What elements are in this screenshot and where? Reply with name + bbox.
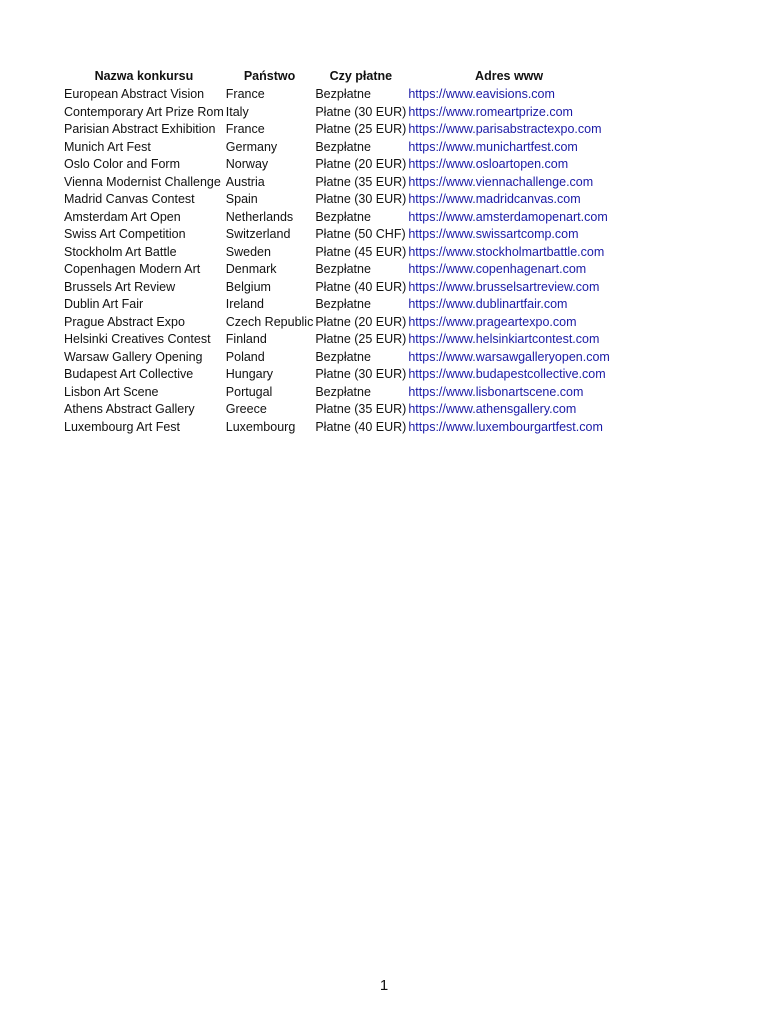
cell-url-link[interactable]: https://www.stockholmartbattle.com [408, 244, 605, 259]
cell-paid: Płatne (25 EUR) [315, 122, 407, 136]
cell-country: France [225, 122, 265, 136]
cell-paid: Płatne (30 EUR) [315, 104, 407, 119]
cell-country: Poland [225, 349, 265, 364]
cell-country: Greece [225, 402, 267, 416]
cell-country: Luxembourg [225, 419, 296, 434]
header-name: Nazwa konkursu [94, 69, 194, 84]
table-row [62, 226, 610, 244]
table-body [62, 86, 610, 436]
cell-country: Norway [225, 157, 269, 171]
table-row [62, 349, 610, 367]
cell-url-link[interactable]: https://www.brusselsartreview.com [408, 279, 600, 294]
cell-country: Italy [225, 104, 249, 119]
table-header-row [62, 68, 610, 86]
cell-paid: Płatne (30 EUR) [315, 367, 407, 381]
cell-paid: Bezpłatne [315, 262, 371, 276]
competitions-table [62, 68, 610, 436]
cell-url-link[interactable]: https://www.madridcanvas.com [408, 192, 581, 206]
cell-name: Madrid Canvas Contest [64, 192, 195, 206]
cell-name: Helsinki Creatives Contest [64, 332, 211, 346]
header-url: Adres www [475, 69, 544, 84]
cell-name: Copenhagen Modern Art [64, 262, 201, 276]
cell-url-link[interactable]: https://www.eavisions.com [408, 87, 555, 101]
cell-url-link[interactable]: https://www.swissartcomp.com [408, 227, 579, 241]
table-row [62, 121, 610, 139]
cell-country: Finland [225, 332, 267, 346]
cell-url-link[interactable]: https://www.romeartprize.com [408, 104, 573, 119]
cell-paid: Bezpłatne [315, 139, 371, 154]
cell-paid: Płatne (50 CHF) [315, 227, 406, 241]
cell-url-link[interactable]: https://www.munichartfest.com [408, 139, 578, 154]
cell-paid: Bezpłatne [315, 349, 371, 364]
cell-url-link[interactable]: https://www.dublinartfair.com [408, 297, 568, 311]
cell-country: Austria [225, 174, 265, 189]
cell-country: Hungary [225, 367, 274, 381]
cell-name: Amsterdam Art Open [64, 209, 181, 224]
cell-name: Budapest Art Collective [64, 367, 194, 381]
table-row [62, 156, 610, 174]
table-row [62, 86, 610, 104]
cell-name: Parisian Abstract Exhibition [64, 122, 216, 136]
cell-country: Portugal [225, 384, 273, 399]
cell-country: Sweden [225, 244, 271, 259]
cell-name: Contemporary Art Prize Rom [64, 104, 224, 119]
cell-url-link[interactable]: https://www.viennachallenge.com [408, 174, 594, 189]
cell-paid: Płatne (35 EUR) [315, 174, 407, 189]
cell-country: Spain [225, 192, 258, 206]
cell-paid: Płatne (25 EUR) [315, 332, 407, 346]
cell-name: Oslo Color and Form [64, 157, 181, 171]
table-row [62, 174, 610, 192]
cell-country: Czech Republic [225, 314, 314, 329]
table-row [62, 191, 610, 209]
cell-paid: Płatne (35 EUR) [315, 402, 407, 416]
cell-name: Brussels Art Review [64, 279, 176, 294]
cell-name: Dublin Art Fair [64, 297, 144, 311]
cell-country: Germany [225, 139, 278, 154]
table-row [62, 296, 610, 314]
cell-country: Switzerland [225, 227, 291, 241]
cell-paid: Płatne (30 EUR) [315, 192, 407, 206]
cell-name: Prague Abstract Expo [64, 314, 185, 329]
cell-country: Belgium [225, 279, 271, 294]
cell-name: Munich Art Fest [64, 139, 151, 154]
cell-country: France [225, 87, 265, 101]
cell-url-link[interactable]: https://www.helsinkiartcontest.com [408, 332, 600, 346]
cell-paid: Płatne (40 EUR) [315, 419, 407, 434]
cell-url-link[interactable]: https://www.copenhagenart.com [408, 262, 587, 276]
cell-url-link[interactable]: https://www.prageartexpo.com [408, 314, 577, 329]
cell-name: Warsaw Gallery Opening [64, 349, 203, 364]
cell-country: Ireland [225, 297, 265, 311]
cell-name: Swiss Art Competition [64, 227, 186, 241]
cell-name: European Abstract Vision [64, 87, 205, 101]
cell-url-link[interactable]: https://www.amsterdamopenart.com [408, 209, 608, 224]
table-row [62, 366, 610, 384]
cell-name: Stockholm Art Battle [64, 244, 177, 259]
table-row [62, 384, 610, 402]
cell-url-link[interactable]: https://www.parisabstractexpo.com [408, 122, 602, 136]
cell-url-link[interactable]: https://www.warsawgalleryopen.com [408, 349, 610, 364]
table-row [62, 331, 610, 349]
cell-paid: Bezpłatne [315, 209, 371, 224]
header-country: Państwo [243, 69, 296, 84]
cell-url-link[interactable]: https://www.budapestcollective.com [408, 367, 606, 381]
cell-paid: Bezpłatne [315, 384, 371, 399]
header-paid: Czy płatne [329, 69, 393, 84]
table-row [62, 279, 610, 297]
table-row [62, 261, 610, 279]
cell-url-link[interactable]: https://www.lisbonartscene.com [408, 384, 584, 399]
cell-name: Athens Abstract Gallery [64, 402, 195, 416]
cell-country: Netherlands [225, 209, 294, 224]
cell-paid: Płatne (20 EUR) [315, 314, 407, 329]
cell-url-link[interactable]: https://www.athensgallery.com [408, 402, 577, 416]
cell-name: Vienna Modernist Challenge [64, 174, 221, 189]
table-row [62, 401, 610, 419]
cell-country: Denmark [225, 262, 277, 276]
table-row [62, 209, 610, 227]
cell-paid: Płatne (40 EUR) [315, 279, 407, 294]
table-row [62, 244, 610, 262]
cell-url-link[interactable]: https://www.luxembourgartfest.com [408, 419, 603, 434]
cell-paid: Bezpłatne [315, 297, 371, 311]
cell-paid: Płatne (20 EUR) [315, 157, 407, 171]
page-number: 1 [379, 977, 389, 994]
cell-paid: Bezpłatne [315, 87, 371, 101]
table-row [62, 419, 610, 437]
table-row [62, 104, 610, 122]
cell-name: Lisbon Art Scene [64, 384, 159, 399]
cell-name: Luxembourg Art Fest [64, 419, 181, 434]
table-row [62, 139, 610, 157]
table-row [62, 314, 610, 332]
cell-url-link[interactable]: https://www.osloartopen.com [408, 157, 569, 171]
cell-paid: Płatne (45 EUR) [315, 244, 407, 259]
